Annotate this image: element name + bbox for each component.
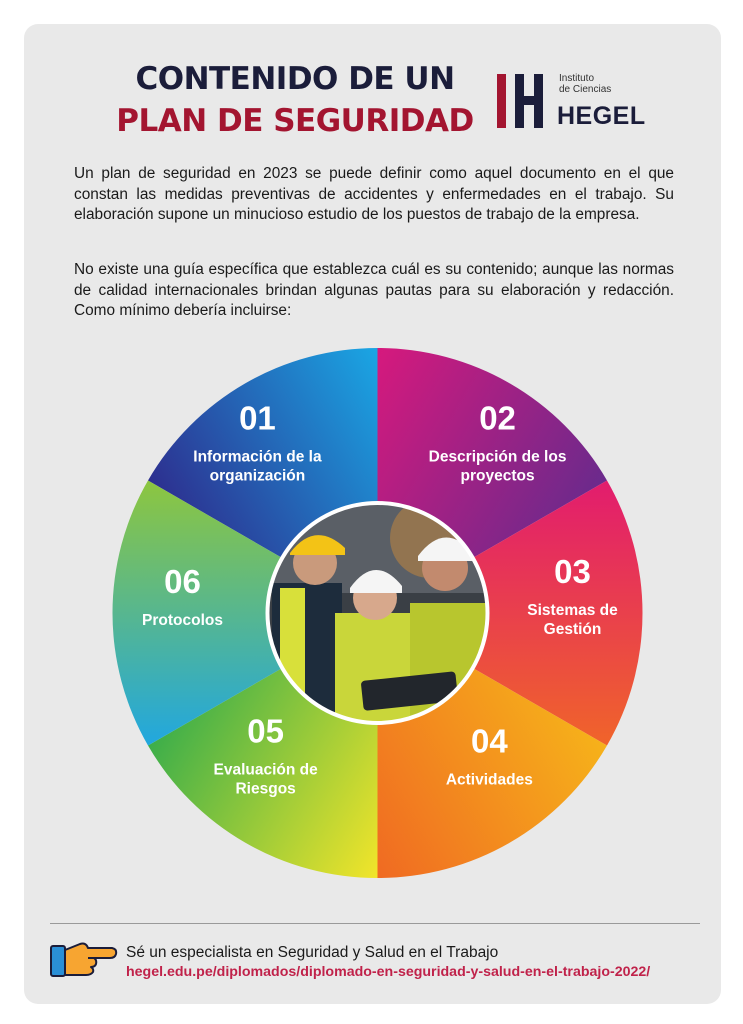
footer-link[interactable]: hegel.edu.pe/diplomados/diplomado-en-seguridad-y-salud-en-el-trabajo-2022/ <box>126 964 651 980</box>
footer-cta: Sé un especialista en Seguridad y Salud en el Trabajo <box>126 944 499 961</box>
segment-label-03-line2: Gestión <box>543 621 602 638</box>
segment-label-01: Información de la <box>193 448 322 466</box>
segment-number-03: 03 <box>554 553 591 590</box>
segment-number-06: 06 <box>164 563 201 600</box>
segment-label-01-line2: organización <box>209 467 306 485</box>
segment-label-02-line2: proyectos <box>460 467 535 485</box>
page-title <box>90 58 500 142</box>
segment-label-06: Protocolos <box>142 612 223 629</box>
segment-number-05: 05 <box>247 712 285 750</box>
segment-number-02: 02 <box>479 399 516 437</box>
hegel-logo-mark-icon <box>497 74 551 128</box>
segment-label-05-line2: Riesgos <box>235 780 296 798</box>
segment-label-05: Evaluación de <box>213 761 318 779</box>
intro-paragraph-2: No existe una guía específica que establezca cuál es su contenido; aunque las normas de calidad internacionales brindan algunas pautas para su elaboración y redacción. Como mínimo debería incluirse: <box>74 261 674 319</box>
title-line-2: PLAN DE SEGURIDAD <box>116 103 474 139</box>
segment-number-04: 04 <box>470 722 508 760</box>
segment-label-04: Actividades <box>445 771 533 789</box>
logo-line-1: Instituto <box>559 73 595 84</box>
segment-label-02: Descripción de los <box>428 448 567 466</box>
content-wheel <box>100 348 655 878</box>
title-line-1: CONTENIDO DE UN <box>135 61 455 97</box>
logo-line-2: de Ciencias <box>559 84 612 95</box>
logo-brand: HEGEL <box>557 102 646 130</box>
segment-number-01: 01 <box>239 399 276 437</box>
hegel-logo <box>497 72 647 132</box>
segment-label-03: Sistemas de <box>527 602 618 619</box>
pointing-hand-icon <box>50 940 118 978</box>
intro-paragraph-1: Un plan de seguridad en 2023 se puede definir como aquel documento en el que constan las medidas preventivas de accidentes y enfermedades en el trabajo. Su elaboración supone un minucioso estudio de los puestos de trabajo de la empresa. <box>74 165 674 223</box>
footer-divider <box>50 923 700 924</box>
